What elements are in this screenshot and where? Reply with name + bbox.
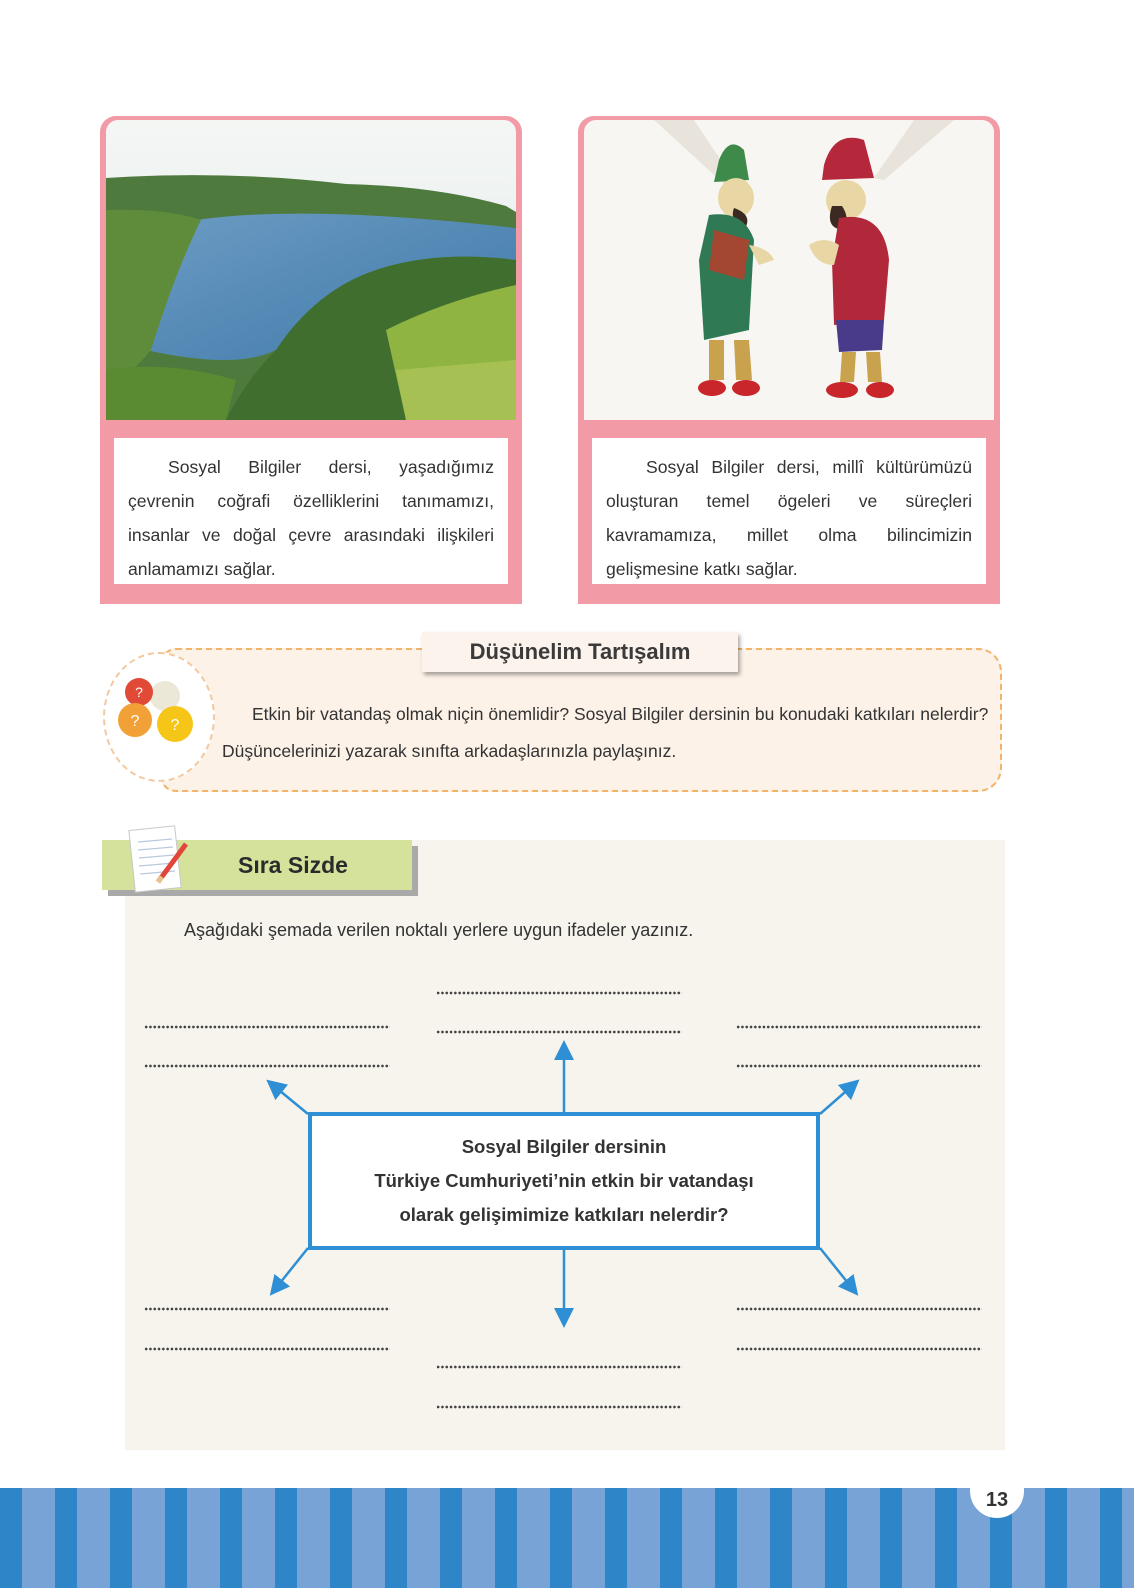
blank-field-top-2[interactable] <box>436 1029 682 1035</box>
blank-field-bottom-2[interactable] <box>436 1404 682 1410</box>
discussion-text <box>222 696 992 770</box>
shadow-puppets-image <box>584 120 994 420</box>
central-question-line: Sosyal Bilgiler dersinin <box>461 1136 667 1157</box>
blank-field-bottomleft-1[interactable] <box>144 1306 390 1312</box>
svg-text:?: ? <box>130 713 140 730</box>
central-question-line: olarak gelişimimize katkıları nelerdir? <box>399 1204 729 1225</box>
info-card-culture <box>578 116 1000 604</box>
blank-field-top-1[interactable] <box>436 990 682 996</box>
page-number: 13 <box>970 1478 1024 1518</box>
task-title: Sıra Sizde <box>238 852 348 878</box>
discussion-title: Düşünelim Tartışalım <box>422 632 738 672</box>
blank-field-topleft-1[interactable] <box>144 1024 390 1030</box>
central-question-line: Türkiye Cumhuriyeti’nin etkin bir vatandaşı <box>374 1170 754 1191</box>
caption-text: Sosyal Bilgiler dersi, millî kültürümüzü oluşturan temel ögeleri ve süreçleri kavramamıza, millet olma bilincimizin gelişmesine katkı sağlar. <box>606 457 972 579</box>
card-caption <box>114 438 508 584</box>
task-instruction: Aşağıdaki şemada verilen noktalı yerlere uygun ifadeler yazınız. <box>184 920 694 940</box>
notepad-pencil-icon <box>128 822 190 896</box>
blank-field-topright-1[interactable] <box>736 1024 982 1030</box>
svg-text:?: ? <box>170 717 180 734</box>
blank-field-topleft-2[interactable] <box>144 1063 390 1069</box>
info-card-geography <box>100 116 522 604</box>
discussion-question: Etkin bir vatandaş olmak niçin önemlidir? Sosyal Bilgiler dersinin bu konudaki katkıları nelerdir? Düşüncelerinizi yazarak sınıfta arkadaşlarınızla paylaşınız. <box>222 704 989 761</box>
question-bubbles-icon <box>103 652 215 782</box>
blank-field-bottom-1[interactable] <box>436 1364 682 1370</box>
central-question-box <box>308 1112 820 1250</box>
blank-field-bottomright-1[interactable] <box>736 1306 982 1312</box>
footer-stripes <box>0 1488 1134 1588</box>
caption-text: Sosyal Bilgiler dersi, yaşadığımız çevrenin coğrafi özelliklerini tanımamızı, insanlar ve doğal çevre arasındaki ilişkileri anlamamızı sağlar. <box>128 457 494 579</box>
card-caption <box>592 438 986 584</box>
blank-field-bottomleft-2[interactable] <box>144 1346 390 1352</box>
lake-landscape-image <box>106 120 516 420</box>
blank-field-topright-2[interactable] <box>736 1063 982 1069</box>
svg-text:?: ? <box>135 684 143 700</box>
blank-field-bottomright-2[interactable] <box>736 1346 982 1352</box>
